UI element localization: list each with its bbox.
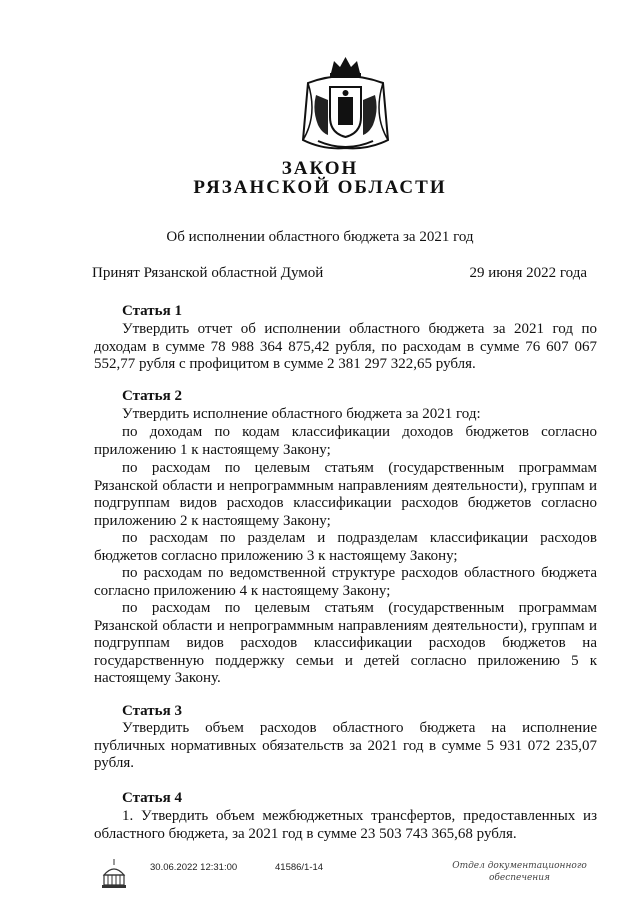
footer-timestamp: 30.06.2022 12:31:00 — [150, 862, 238, 873]
article-paragraph: по расходам по разделам и подразделам классификации расходов бюджетов согласно приложению 3 к настоящему Закону; — [94, 530, 597, 564]
article-heading: Статья 2 — [122, 388, 182, 404]
article-paragraph: по расходам по ведомственной структуре расходов областного бюджета согласно приложению 4 к настоящему Закону; — [94, 565, 597, 599]
adoption-date: 29 июня 2022 года — [469, 265, 587, 281]
coat-of-arms-icon — [298, 55, 393, 155]
article-paragraph: Утвердить исполнение областного бюджета за 2021 год: — [122, 406, 481, 422]
article-paragraph: по расходам по целевым статьям (государственным программам Рязанской области и непрограммным направлениям деятельности), группам и подгруппам видов расходов классификации расходов бюджетов на государственную поддержку семьи и детей согласно приложению 5 к настоящему Закону. — [94, 600, 597, 686]
region-title: РЯЗАНСКОЙ ОБЛАСТИ — [193, 177, 447, 198]
department-stamp: Отдел документационного обеспечения — [452, 861, 587, 883]
article-paragraph: Утвердить отчет об исполнении областного бюджета за 2021 год по доходам в сумме 78 988 364 875,42 рубля, по расходам в сумме 76 607 067 552,77 рубля с профицитом в сумме 2 381 297 322,65 рубля. — [94, 321, 597, 372]
adopted-by: Принят Рязанской областной Думой — [92, 265, 324, 281]
law-title: ЗАКОН — [281, 158, 359, 179]
article-paragraph: по доходам по кодам классификации доходов бюджетов согласно приложению 1 к настоящему Закону; — [94, 424, 597, 458]
duma-logo-icon — [100, 857, 128, 891]
footer-doc-number: 41586/1-14 — [275, 862, 324, 873]
article-paragraph: по расходам по целевым статьям (государственным программам Рязанской области и непрограммным направлениям деятельности), группам и подгруппам видов расходов классификации расходов бюджетов согласно приложению 2 к настоящему Закону; — [94, 460, 597, 529]
article-paragraph: Утвердить объем расходов областного бюджета на исполнение публичных нормативных обязательств за 2021 год в сумме 5 931 072 235,07 рубля. — [94, 720, 597, 771]
article-paragraph: 1. Утвердить объем межбюджетных трансфертов, предоставленных из областного бюджета, за 2021 год в сумме 23 503 743 365,68 рубля. — [94, 808, 597, 842]
law-subject: Об исполнении областного бюджета за 2021 год — [166, 229, 474, 245]
article-heading: Статья 3 — [122, 703, 182, 719]
article-heading: Статья 1 — [122, 303, 182, 319]
article-heading: Статья 4 — [122, 790, 182, 806]
